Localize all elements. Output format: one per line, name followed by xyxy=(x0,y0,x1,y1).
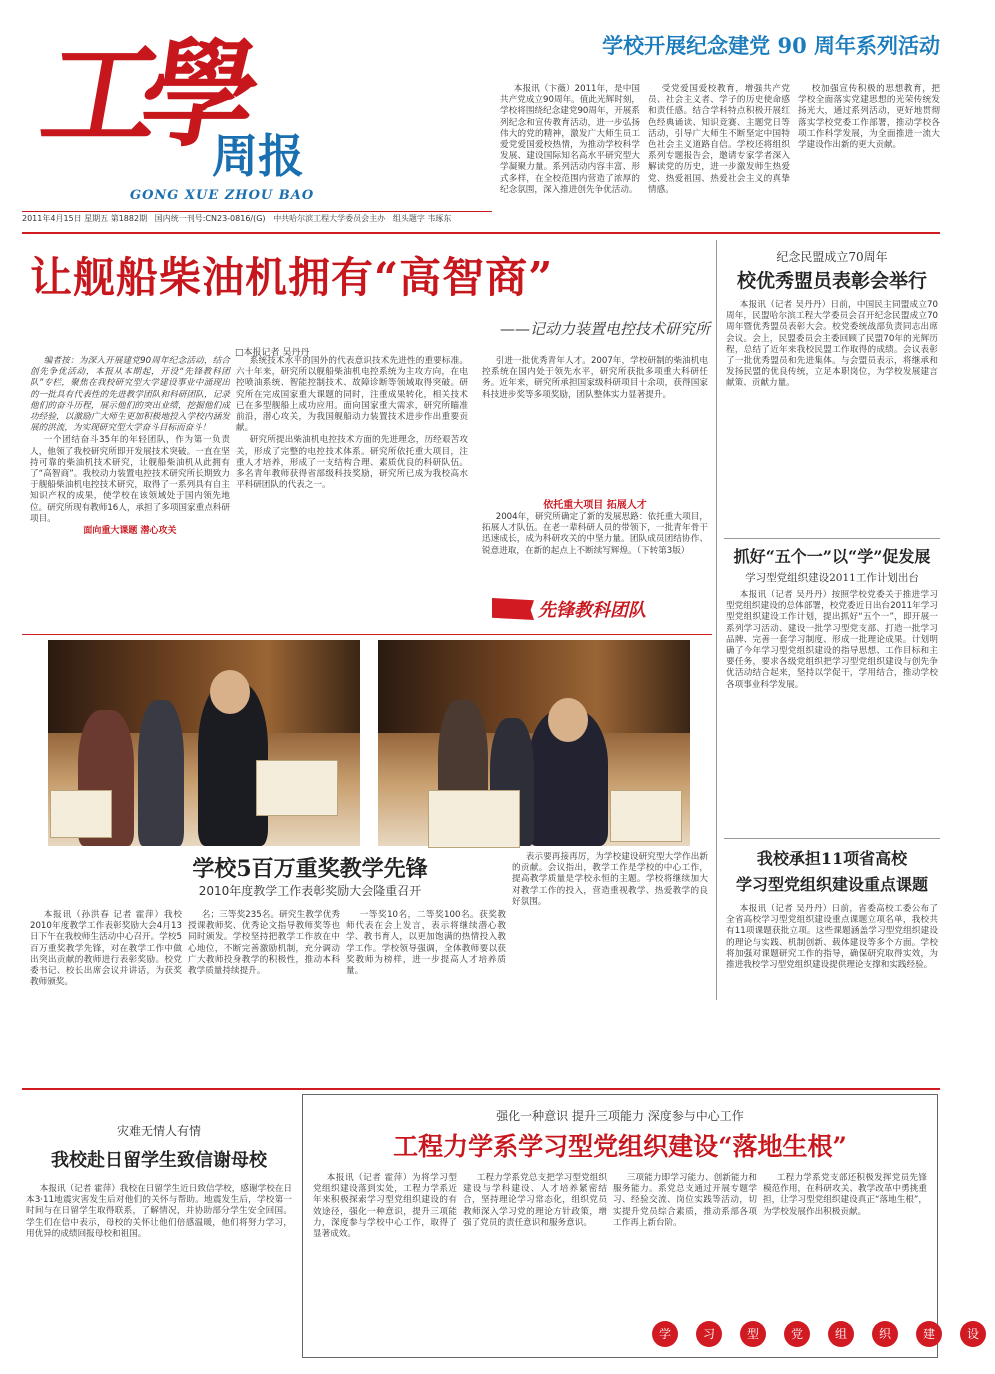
award-headline: 学校5百万重奖教学先锋 xyxy=(192,856,428,882)
top-banner-headline: 学校开展纪念建党 90 周年系列活动 xyxy=(602,33,940,58)
feature-col2: 工程力学系党总支把学习型党组织建设与学科建设、人才培养紧密结合，坚持理论学习常态化，组织党员教师深入学习党的理论方针政策，增强了党员的责任意识和服务意识。 xyxy=(463,1173,607,1228)
badge-char: 建 xyxy=(916,1321,942,1347)
section-heading-2: 依托重大项目 拓展人才 xyxy=(543,500,647,511)
feature-badge-row xyxy=(643,1321,979,1347)
flag-icon xyxy=(492,598,534,620)
section-heading-1: 面向重大课题 潜心攻关 xyxy=(83,526,177,537)
award-col3: 一等奖10名，二等奖100名。获奖教师代表在会上发言，表示将继续潜心教学、教书育人，以更加饱满的热情投入教学工作。学校领导强调，全体教师要以获奖教师为榜样，进一步提高人才培养质量。 xyxy=(346,910,506,977)
bottom-left-body: 本报讯（记者 霍萍）我校在日留学生近日致信学校，感谢学校在日本3·11地震灾害发生后对他们的关怀与帮助。地震发生后，学校第一时间与在日留学生取得联系，了解情况，并协助部分学生安全回国。学生们在信中表示，母校的关怀让他们倍感温暖，他们将努力学习，用优异的成绩回报母校和祖国。 xyxy=(26,1184,292,1239)
right-top-kicker: 纪念民盟成立70周年 xyxy=(776,250,888,264)
right-bottom-headline-1: 我校承担11项省高校 xyxy=(756,849,908,868)
logo-calligraphy: 工學 xyxy=(32,27,252,163)
badge-char: 学 xyxy=(652,1321,678,1347)
feature-col1: 本报讯（记者 霍萍）为将学习型党组织建设落到实处，工程力学系近年来积极探索学习型党组织建设的有效途径，强化一种意识，提升三项能力，深度参与学校中心工作，取得了显著成效。 xyxy=(313,1173,457,1240)
badge-char: 党 xyxy=(784,1321,810,1347)
top-rule xyxy=(22,232,940,234)
right-mid-subhead: 学习型党组织建设2011工作计划出台 xyxy=(745,572,919,584)
main-col3b: 2004年，研究所确定了新的发展思路：依托重大项目，拓展人才队伍。在老一辈科研人员的带领下，一批青年骨干迅速成长，成为科研攻关的中坚力量。团队成员团结协作、锐意进取，在新的起点上不断续写辉煌。（下转第3版） xyxy=(482,512,708,556)
right-top-headline: 校优秀盟员表彰会举行 xyxy=(736,270,927,292)
divider-main-right xyxy=(716,240,717,1000)
right-divider-1 xyxy=(724,538,940,539)
feature-col4: 工程力学系党支部还积极发挥党员先锋模范作用，在科研攻关、教学改革中勇挑重担，让学习型党组织建设真正“落地生根”，为学校发展作出积极贡献。 xyxy=(763,1173,927,1217)
logo-weekly: 周报 xyxy=(212,129,304,183)
right-bottom-body: 本报讯（记者 吴丹丹）日前，省委高校工委公布了全省高校学习型党组织建设重点课题立项名单，我校共有11项课题获批立项。这些课题涵盖学习型党组织建设的理论与实践、机制创新、载体建设等多个方面。学校将加强对课题研究工作的指导，确保研究取得实效，为推进我校学习型党组织建设提供理论支撑和实践经验。 xyxy=(726,904,938,971)
main-byline: □本报记者 吴丹丹 xyxy=(235,348,310,358)
cn-number: 国内统一刊号:CN23-0816/(G) xyxy=(154,214,266,223)
award-col4: 表示要再接再厉，为学校建设研究型大学作出新的贡献。会议指出，教学工作是学校的中心工作，提高教学质量是学校永恒的主题。学校将继续加大对教学工作的投入，营造重视教学、热爱教学的良好氛围。 xyxy=(512,852,708,907)
badge-char: 织 xyxy=(872,1321,898,1347)
column-label: 先锋教科团队 xyxy=(538,600,646,621)
sponsor: 中共哈尔滨工程大学委员会主办 xyxy=(273,214,386,223)
right-mid-headline: 抓好“五个一”以“学”促发展 xyxy=(733,547,931,566)
badge-char: 型 xyxy=(740,1321,766,1347)
main-subhead: ——记动力装置电控技术研究所 xyxy=(499,320,710,338)
right-bottom-headline-2: 学习型党组织建设重点课题 xyxy=(735,875,928,894)
right-top-body: 本报讯（记者 吴丹丹）日前，中国民主同盟成立70周年，民盟哈尔滨工程大学委员会召开纪念民盟成立70周年暨优秀盟员表彰大会。校党委统战部负责同志出席会议。会上，民盟委员会主委回顾了民盟70年的光辉历程，总结了近年来我校民盟工作取得的成绩。会议表彰了一批优秀盟员和先进集体。与会盟员表示，将继承和发扬民盟的优良传统，立足本职岗位，为学校发展建言献策、贡献力量。 xyxy=(726,300,938,389)
column-badge xyxy=(492,594,692,630)
badge-char: 组 xyxy=(828,1321,854,1347)
bottom-left-kicker: 灾难无情人有情 xyxy=(116,1124,201,1138)
award-col2: 名；三等奖235名。研究生教学优秀授课教师奖、优秀论文指导教师奖等也同时颁发。学校坚持把教学工作放在中心地位，不断完善激励机制，充分调动广大教师投身教学的积极性，推动本科教学质量持续提升。 xyxy=(188,910,340,977)
top-banner-col3: 校加强宣传积极的思想教育，把学校全面落实党建思想的光荣传统发扬光大，通过系列活动，更好地贯彻落实学校党委工作部署，推动学校各项工作科学发展，为全面推进一流大学建设作出新的更大贡献。 xyxy=(798,84,940,151)
feature-col3: 三项能力即学习能力、创新能力和服务能力。系党总支通过开展专题学习、经验交流、岗位实践等活动，切实提升党员综合素质，推动系部各项工作再上新台阶。 xyxy=(613,1173,757,1228)
right-divider-2 xyxy=(724,838,940,839)
bottom-left-headline: 我校赴日留学生致信谢母校 xyxy=(51,1150,267,1171)
award-photo-right xyxy=(378,640,690,846)
right-mid-body: 本报讯（记者 吴丹丹）按照学校党委关于推进学习型党组织建设的总体部署，校党委近日出台2011年学习型党组织建设工作计划，提出抓好“五个一”，即开展一系列学习活动、建设一批学习型党支部、打造一批学习品牌、完善一套学习制度、形成一批理论成果。计划明确了今年学习型党组织建设的指导思想、工作目标和主要任务，要求各级党组织把学习型党组织建设与创先争优活动结合起来，坚持以学促干，学用结合，推动学校各项事业科学发展。 xyxy=(726,590,938,690)
badge-char: 习 xyxy=(696,1321,722,1347)
top-banner-col1: 本报讯（卞薇）2011年，是中国共产党成立90周年。值此光辉时刻，学校将围绕纪念建党90周年，开展系列纪念和宣传教育活动，进一步弘扬伟大的党的精神，激发广大师生员工爱党爱国爱校热情，为推动学校科学发展、建设国际知名高水平研究型大学凝聚力量。系列活动内容丰富、形式多样，在全校范围内营造了浓厚的纪念氛围，深入推进创先争优活动。 xyxy=(500,84,640,195)
feature-box xyxy=(302,1094,979,1358)
photo-top-rule xyxy=(22,634,712,635)
main-headline: 让舰船柴油机拥有“高智商” xyxy=(30,253,554,302)
editor-note: 编者按：为深入开展建党90周年纪念活动，结合创先争优活动，本报从本期起，开设“先锋教科团队”专栏，聚焦在我校研究型大学建设事业中涌现出的一批具有代表性的先进教学团队和科研团队，记录他们的奋斗历程，展示他们的突出业绩，挖掘他们成功经验，以激励广大师生更加积极地投入学校内涵发展的洪流，为实现研究型大学奋斗目标而奋斗！ xyxy=(30,356,230,434)
main-col1: 编者按：为深入开展建党90周年纪念活动，结合创先争优活动，本报从本期起，开设“先锋教科团队”专栏，聚焦在我校研究型大学建设事业中涌现出的一批具有代表性的先进教学团队和科研团队，记录他们的奋斗历程，展示他们的突出业绩，挖掘他们成功经验，以激励广大师生更加积极地投入学校内涵发展的洪流，为实现研究型大学奋斗目标而奋斗！ 一个团结奋斗35年的年轻团队，作为第一负责人，他领了我校研究所即开发展技术突破。一直在坚持可靠的柴油机技术研究，让舰船柴油机从此拥有了“高智商”。我校动力装置电控技术研究所长期致力于舰船柴油机电控技术研究，取得了一系列具有自主知识产权的成果，使学校在该领域处于国内领先地位。研究所现有教师16人，承担了多项国家重点科研项目。 面向重大课题 潜心攻关 xyxy=(30,356,230,537)
feature-kicker: 强化一种意识 提升三项能力 深度参与中心工作 xyxy=(496,1109,744,1123)
masthead-logo xyxy=(22,22,322,212)
logo-pinyin: GONG XUE ZHOU BAO xyxy=(130,188,315,203)
award-subhead: 2010年度教学工作表彰奖励大会隆重召开 xyxy=(198,884,422,898)
issue-date: 2011年4月15日 星期五 第1882期 xyxy=(22,214,148,223)
award-photo-left xyxy=(48,640,360,846)
feature-headline: 工程力学系学习型党组织建设“落地生根” xyxy=(393,1132,847,1161)
main-col3: 引进一批优秀青年人才。2007年，学校研制的柴油机电控系统在国内处于领先水平，研究所获批多项重大科研任务。近年来，研究所承担国家级科研项目十余项，获得国家科技进步奖等多项奖励，团队整体实力显著提升。 xyxy=(482,356,708,400)
award-col1: 本报讯（孙洪春 记者 霍萍）我校2010年度教学工作表彰奖励大会4月13日下午在我校师生活动中心召开。学校5百万重奖教学先锋，对在教学工作中做出突出贡献的教师进行表彰奖励。校党委书记、校长出席会议并讲话，为获奖教师颁奖。 xyxy=(30,910,182,988)
bottom-rule xyxy=(22,1088,940,1090)
inscription: 组头题字 韦琢东 xyxy=(392,214,452,223)
main-col2: 系统技术水平的国外的代表意识技术先进性的重要标准。六十年来，研究所以舰船柴油机电控系统为主攻方向，在电控喷油系统、智能控制技术、故障诊断等领域取得突破。研究所在完成国家重大课题的同时，注重成果转化，相关技术已在多型舰船上成功应用。面向国家重大需求，研究所瞄准前沿，潜心攻关，为我国舰船动力装置技术进步作出重要贡献。 研究所提出柴油机电控技术方面的先进理念，历经艰苦攻关，形成了完整的电控技术体系。研究所依托重大项目，注重人才培养，形成了一支结构合理、素质优良的科研队伍。多名青年教师获得省部级科技奖励，研究所已成为我校高水平科研团队的代表之一。 xyxy=(236,356,468,491)
badge-char: 设 xyxy=(960,1321,986,1347)
masthead-info-bar xyxy=(22,211,492,226)
top-banner-col2: 受党爱国爱校教育，增强共产党员、社会主义者、学子的历史使命感和责任感。结合学科特点积极开展红色经典诵读、知识竞赛、主题党日等活动，引导广大师生不断坚定中国特色社会主义道路自信。学校还将组织系列专题报告会，邀请专家学者深入解读党的历史，进一步激发师生热爱党、热爱祖国、热爱社会主义的真挚情感。 xyxy=(648,84,790,195)
